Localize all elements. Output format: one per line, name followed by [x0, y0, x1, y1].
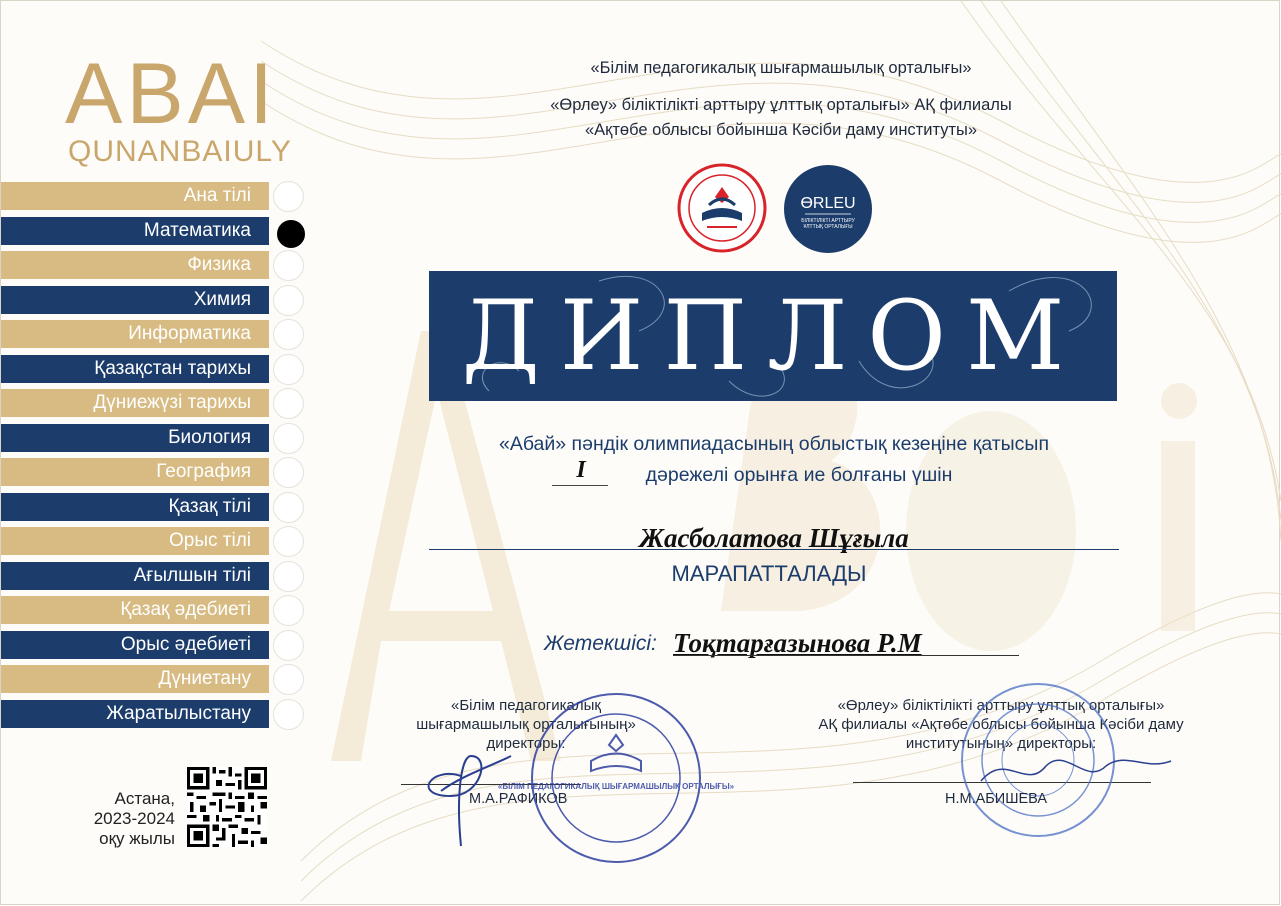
subject-marker: [273, 250, 304, 281]
diploma-title: ДИПЛОМ: [461, 280, 1085, 392]
subject-label: Орыс тілі: [1, 527, 269, 555]
subject-marker: [273, 285, 304, 316]
mentor-label: Жетекшісі:: [544, 632, 657, 655]
subject-marker: [273, 388, 304, 419]
subject-item: [1, 248, 306, 283]
subject-label: Физика: [1, 251, 269, 279]
subject-label: Қазақ тілі: [1, 493, 269, 521]
subject-marker: [273, 561, 304, 592]
left-signatory-name: М.А.РАФИКОВ: [469, 791, 568, 807]
orleu-sub-1: БІЛІКТІЛІКТІ АРТТЫРУ: [801, 218, 855, 224]
subject-marker: [273, 664, 304, 695]
orleu-emblem: [783, 164, 873, 254]
subject-item: [1, 179, 306, 214]
subject-item: [1, 662, 306, 697]
left-title-line-1: «Білім педагогикалық: [451, 697, 601, 714]
subject-label: Биология: [1, 424, 269, 452]
subject-label: Қазақстан тарихы: [1, 355, 269, 383]
subject-marker: [273, 423, 304, 454]
subject-item: [1, 214, 306, 249]
subject-item: [1, 352, 306, 387]
subject-item: [1, 524, 306, 559]
right-signatory-name: Н.М.АБИШЕВА: [945, 791, 1048, 807]
diploma-banner: [429, 271, 1117, 401]
subject-label: Химия: [1, 286, 269, 314]
orleu-name: ƟRLEU: [800, 195, 856, 212]
subject-label: Информатика: [1, 320, 269, 348]
subject-item: [1, 386, 306, 421]
subject-item: [1, 421, 306, 456]
qr-code: [187, 767, 267, 847]
academic-year-word: оқу жылы: [99, 829, 175, 848]
header-line-2: «Өрлеу» біліктілікті арттыру ұлттық орталығы» АҚ филиалы: [550, 96, 1012, 114]
subject-label: Ана тілі: [1, 182, 269, 210]
subject-marker: [273, 354, 304, 385]
subject-label: Орыс әдебиеті: [1, 631, 269, 659]
subject-marker: [273, 457, 304, 488]
olympiad-text: «Абай» пәндік олимпиадасының облыстық кезеңіне қатысып: [498, 433, 1050, 455]
abai-logo-subtitle: QUNANBAIULY: [68, 135, 292, 168]
subject-marker: [273, 699, 304, 730]
subject-item: [1, 628, 306, 663]
subject-marker: [273, 595, 304, 626]
mentor-underline: [673, 655, 1019, 656]
subject-label: География: [1, 458, 269, 486]
subject-marker: [273, 526, 304, 557]
subject-label: Математика: [1, 217, 269, 245]
award-text: МАРАПАТТАЛАДЫ: [671, 561, 867, 586]
subject-label: Жаратылыстану: [1, 700, 269, 728]
mentor-name: Тоқтарғазынова Р.М: [673, 628, 922, 658]
subject-marker-selected: [277, 220, 305, 248]
left-title-line-2: шығармашылық орталығының»: [416, 716, 636, 733]
orleu-sub-2: ҰЛТТЫҚ ОРТАЛЫҒЫ: [803, 224, 853, 230]
right-title-line-1: «Өрлеу» біліктілікті арттыру ұлттық орталығы»: [837, 697, 1165, 714]
abai-logo-title: ABAI: [65, 46, 277, 142]
right-title-line-2: АҚ филиалы «Ақтөбе облысы бойынша Кәсіби даму: [818, 716, 1184, 733]
subject-marker: [273, 181, 304, 212]
subject-item: [1, 490, 306, 525]
subject-item: [1, 559, 306, 594]
subject-item: [1, 697, 306, 732]
subject-marker: [273, 630, 304, 661]
winner-name: Жасболатова Шұғыла: [639, 523, 909, 553]
place-text-label: дәрежелі орынға ие болғаны үшін: [645, 464, 953, 486]
bilim-center-emblem: [677, 163, 767, 253]
subject-label: Қазақ әдебиеті: [1, 596, 269, 624]
winner-underline: [429, 549, 1119, 550]
place-text: [429, 464, 1119, 487]
subject-item: [1, 283, 306, 318]
right-title-line-3: институтының» директоры:: [905, 735, 1097, 752]
subject-label: Дүниетану: [1, 665, 269, 693]
subject-list: [1, 179, 306, 731]
subject-item: [1, 593, 306, 628]
subject-item: [1, 455, 306, 490]
city-label: Астана,: [114, 789, 175, 808]
subject-item: [1, 317, 306, 352]
academic-years: 2023-2024: [93, 809, 175, 828]
subject-marker: [273, 492, 304, 523]
city-year: [79, 789, 175, 849]
subject-label: Ағылшын тілі: [1, 562, 269, 590]
stamp-text: «БІЛІМ ПЕДАГОГИКАЛЫҚ ШЫҒАРМАШЫЛЫҚ ОРТАЛЫҒЫ»: [497, 782, 735, 791]
header-line-1: «Білім педагогикалық шығармашылық орталығы»: [590, 59, 972, 77]
subject-marker: [273, 319, 304, 350]
subject-label: Дүниежүзі тарихы: [1, 389, 269, 417]
left-title-line-3: директоры:: [486, 735, 566, 752]
header-line-3: «Ақтөбе облысы бойынша Кәсіби даму институты»: [584, 121, 978, 139]
place-number: I: [576, 457, 586, 483]
